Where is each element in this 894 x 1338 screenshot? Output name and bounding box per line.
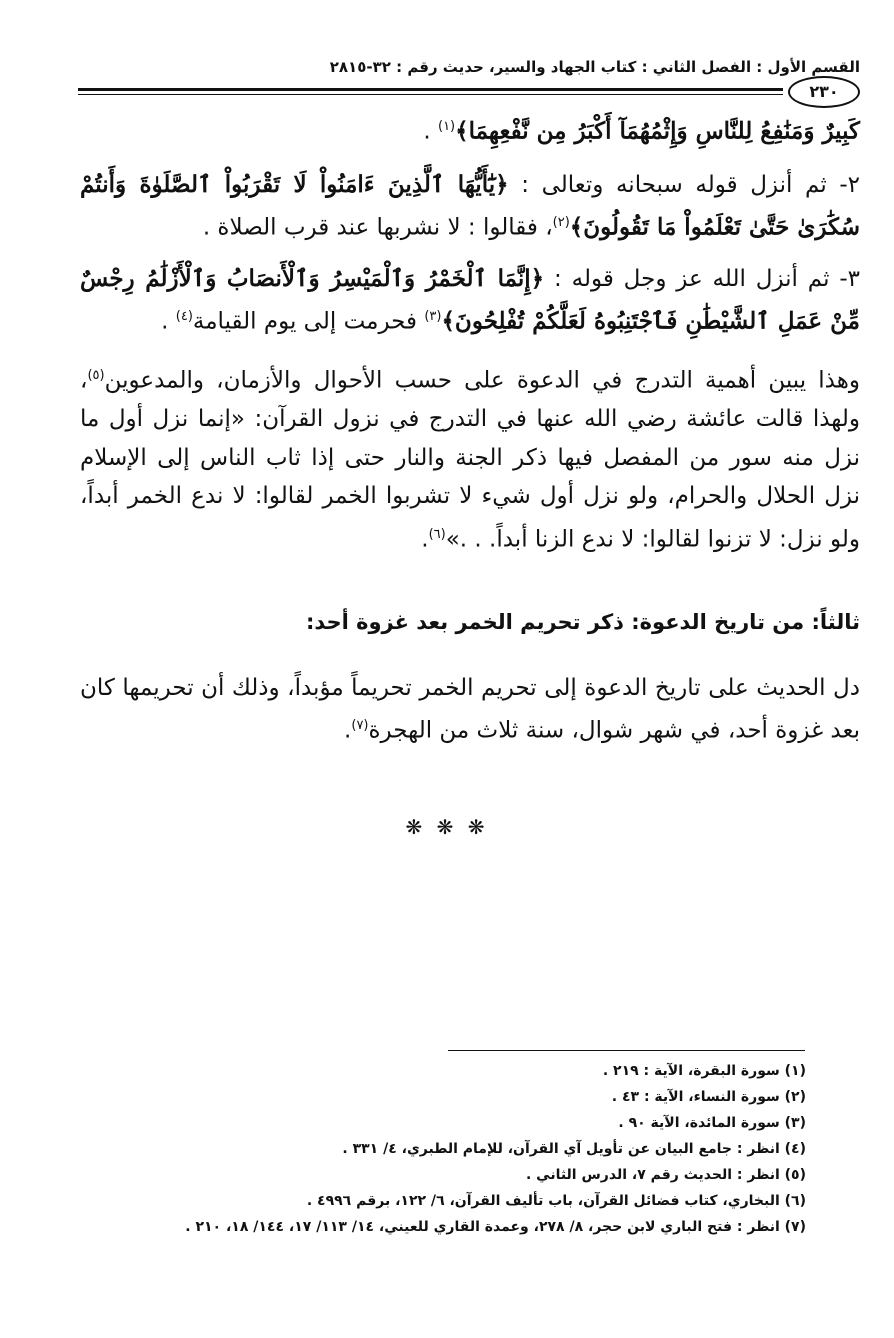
item-3-rest: فحرمت إلى يوم القيامة — [192, 308, 425, 335]
quran-verse: ﴿إِنَّمَا ٱلْخَمْرُ وَٱلْمَيْسِرُ وَٱلْأَنصَابُ وَٱلْأَزْلَٰمُ رِجْسٌ مِّنْ عَمَلِ ٱلشَّيْطَٰنِ فَٱجْتَنِبُوهُ لَعَلَّكُمْ تُفْلِحُونَ﴾ — [80, 265, 860, 335]
footnote-5: (٥) انظر : الحديث رقم ٧، الدرس الثاني . — [525, 1167, 806, 1183]
footnote-3: (٣) سورة المائدة، الآية ٩٠ . — [618, 1115, 806, 1131]
quran-verse: ﴿يَٰٓأَيُّهَا ٱلَّذِينَ ءَامَنُواْ لَا تَقْرَبُواْ ٱلصَّلَوٰةَ وَأَنتُمْ سُكَٰرَىٰ حَتَّىٰ تَعْلَمُواْ مَا تَقُولُونَ﴾ — [80, 171, 860, 241]
item-2-rest: ، فقالوا : لا نشربها عند قرب الصلاة . — [202, 214, 553, 241]
quran-verse: كَبِيرٌ وَمَنَٰفِعُ لِلنَّاسِ وَإِثْمُهُمَآ أَكْبَرُ مِن نَّفْعِهِمَا﴾ — [455, 117, 860, 145]
footnote-1: (١) سورة البقرة، الآية : ٢١٩ . — [602, 1063, 806, 1079]
footnote-ref: (٥) — [87, 368, 105, 383]
section-separator: ❋ ❋ ❋ — [405, 815, 489, 839]
paragraph-1-end: . — [421, 526, 429, 553]
footnote-4: (٤) انظر : جامع البيان عن تأويل آي القرآن، للإمام الطبري، ٤/ ٣٣١ . — [342, 1141, 806, 1157]
paragraph-2-end: . — [344, 717, 352, 744]
paragraph-1-text-b: ، ولهذا قالت عائشة رضي الله عنها في التدرج في نزول القرآن: «إنما نزل أول ما نزل منه سور من المفصل فيها ذكر الجنة والنار حتى إذا ثاب الناس إلى الإسلام نزل الحلال والحرام، ولو نزل أول شيء لا تشربوا الخمر لقالوا: لا ندع الخمر أبداً، ولو نزل: لا تزنوا لقالوا: لا ندع الزنا أبداً. . .» — [80, 367, 860, 553]
footnote-ref: (٤) — [175, 309, 193, 324]
header-rule — [78, 88, 783, 95]
footnote-6: (٦) البخاري، كتاب فضائل القرآن، باب تأليف القرآن، ٦/ ١٢٢، برقم ٤٩٩٦ . — [306, 1193, 806, 1209]
footnote-ref: (٧) — [351, 718, 369, 733]
footnote-ref: (٢) — [552, 215, 570, 230]
section-heading: ثالثاً: من تاريخ الدعوة: ذكر تحريم الخمر بعد غزوة أحد: — [305, 610, 860, 634]
footnote-7: (٧) انظر : فتح الباري لابن حجر، ٨/ ٢٧٨، وعمدة القاري للعيني، ١٤/ ١١٣/ ١٧، ١٤٤/ ١٨، ٢١٠ . — [185, 1219, 806, 1235]
footnote-2: (٢) سورة النساء، الآية : ٤٣ . — [611, 1089, 806, 1105]
item-3-intro: ٣- ثم أنزل الله عز وجل قوله : — [544, 266, 860, 292]
item-2 — [80, 166, 860, 247]
item-3-end: . — [161, 308, 176, 335]
footnote-ref: (٣) — [424, 309, 442, 324]
footnote-ref: (٦) — [428, 526, 446, 542]
page-number: ٢٣٠ — [788, 76, 860, 108]
quran-line-1: كَبِيرٌ وَمَنَٰفِعُ لِلنَّاسِ وَإِثْمُهُمَآ أَكْبَرُ مِن نَّفْعِهِمَا﴾$^{(١)}$ . — [423, 117, 860, 145]
footnote-rule — [448, 1050, 805, 1051]
paragraph-1-text-a: وهذا يبين أهمية التدرج في الدعوة على حسب الأحوال والأزمان، والمدعوين — [104, 367, 860, 394]
running-header: القسم الأول : الفصل الثاني : كتاب الجهاد والسير، حديث رقم : ٣٢-٢٨١٥ — [329, 58, 860, 76]
paragraph-2-text: دل الحديث على تاريخ الدعوة إلى تحريم الخمر تحريماً مؤبداً، وذلك أن تحريمها كان بعد غزوة أحد، في شهر شوال، سنة ثلاث من الهجرة — [80, 675, 860, 744]
paragraph-2 — [80, 670, 860, 750]
paragraph-1 — [80, 357, 860, 559]
footnotes — [80, 1058, 806, 1240]
footnote-ref: (١) — [437, 119, 456, 134]
item-2-intro: ٢- ثم أنزل قوله سبحانه وتعالى : — [508, 172, 860, 198]
item-3 — [80, 260, 860, 341]
